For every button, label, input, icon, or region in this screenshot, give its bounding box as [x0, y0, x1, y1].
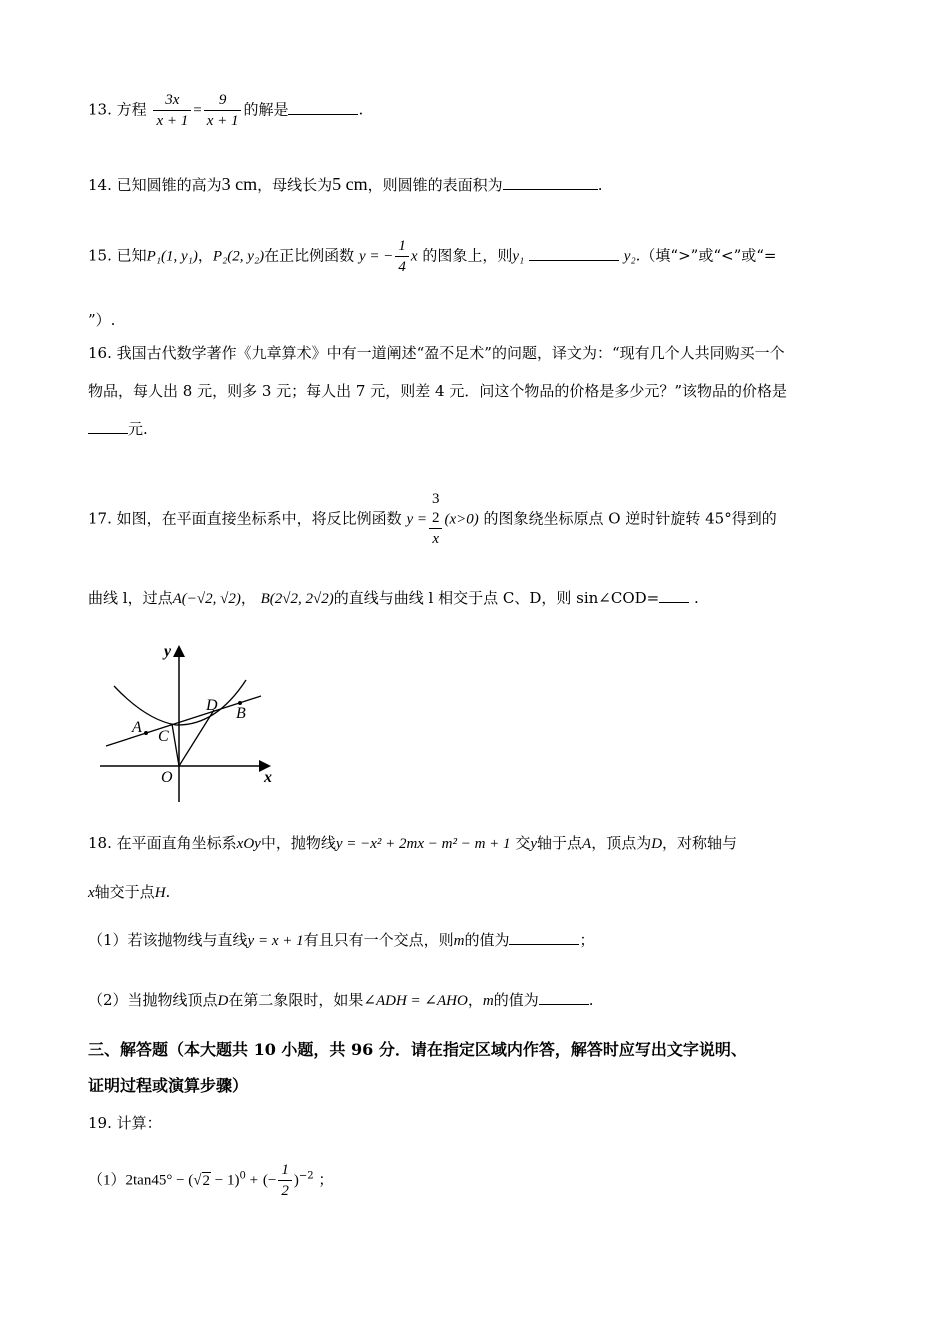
question-14: 14. 已知圆锥的高为3 cm，母线长为5 cm，则圆锥的表面积为 . [88, 174, 603, 194]
fraction-one-quarter: $\frac{1}{4}$ [395, 236, 409, 277]
segment-OC [172, 724, 179, 766]
fraction-one-half: $\frac{1}{2}$ [278, 1160, 292, 1201]
point-A [144, 731, 148, 735]
question-18-part1: （1）若该抛物线与直线y = x + 1有且只有一个交点，则m的值为 ； [88, 931, 595, 949]
answer-blank [503, 189, 598, 190]
label-y: y [164, 643, 172, 660]
fraction-9-over-x-plus-1: $\frac{9}{x + 1}$ [204, 90, 242, 131]
fraction-3x-over-x-plus-1: $\frac{3x}{x + 1}$ [153, 90, 191, 131]
section-3-heading: 三、解答题（本大题共 10 小题，共 96 分．请在指定区域内作答，解答时应写出文字说明、 [88, 1040, 747, 1059]
question-17-line2: 曲线 l，过点A(−√2, √2)， B(2√2, 2√2)的直线与曲线 l 相交于点 C、D，则 sin∠COD= . [88, 589, 699, 607]
answer-blank [539, 1004, 589, 1005]
label-O: O [161, 769, 173, 786]
question-15-cont: ”）. [88, 311, 116, 329]
answer-blank [529, 260, 619, 261]
label-D: D [206, 697, 218, 714]
coordinate-figure [96, 640, 296, 810]
question-19-part1: $(1)2\tan 45^\circ - (√2 - 1)^0$ + (− $\frac{1}{2}$ )$^{-2}$ ； [88, 1162, 334, 1199]
segment-OD [179, 710, 214, 766]
answer-blank [88, 433, 128, 434]
answer-blank [288, 114, 358, 115]
label-x: x [264, 769, 272, 786]
label-A: A [132, 719, 142, 736]
answer-blank [659, 602, 689, 603]
nested-fraction: 3 2 x [429, 490, 443, 549]
answer-blank [509, 944, 579, 945]
label-C: C [158, 728, 169, 745]
question-13: 13. 方程 $\frac{3x}{x + 1}$ = $\frac{9}{x + 1}$ 的解是 . [88, 92, 364, 129]
question-19: 19. 计算： [88, 1114, 162, 1132]
question-15: 15. 已知P₁(1, y₁)，P₂(2, y₂)在正比例函数 y = − $\frac{1}{4}$ x 的图象上，则y₁ y₂.（填“>”或“<”或“= [88, 238, 777, 275]
question-18-part2: （2）当抛物线顶点D在第二象限时，如果∠ADH = ∠AHO，m的值为 . [88, 991, 594, 1009]
question-17: 17. 如图，在平面直接坐标系中，将反比例函数 y = 3 2 x (x>0) 的图象绕坐标原点 O 逆时针旋转 45°得到的 [88, 491, 777, 547]
question-16: 16. 我国古代数学著作《九章算术》中有一道阐述“盈不足术”的问题，译文为：“现有几个人共同购买一个 [88, 344, 785, 362]
question-18: 18. 在平面直角坐标系xOy中，抛物线y = −x² + 2mx − m² − m + 1 交y轴于点A，顶点为D，对称轴与 [88, 834, 738, 852]
label-B: B [236, 705, 246, 722]
